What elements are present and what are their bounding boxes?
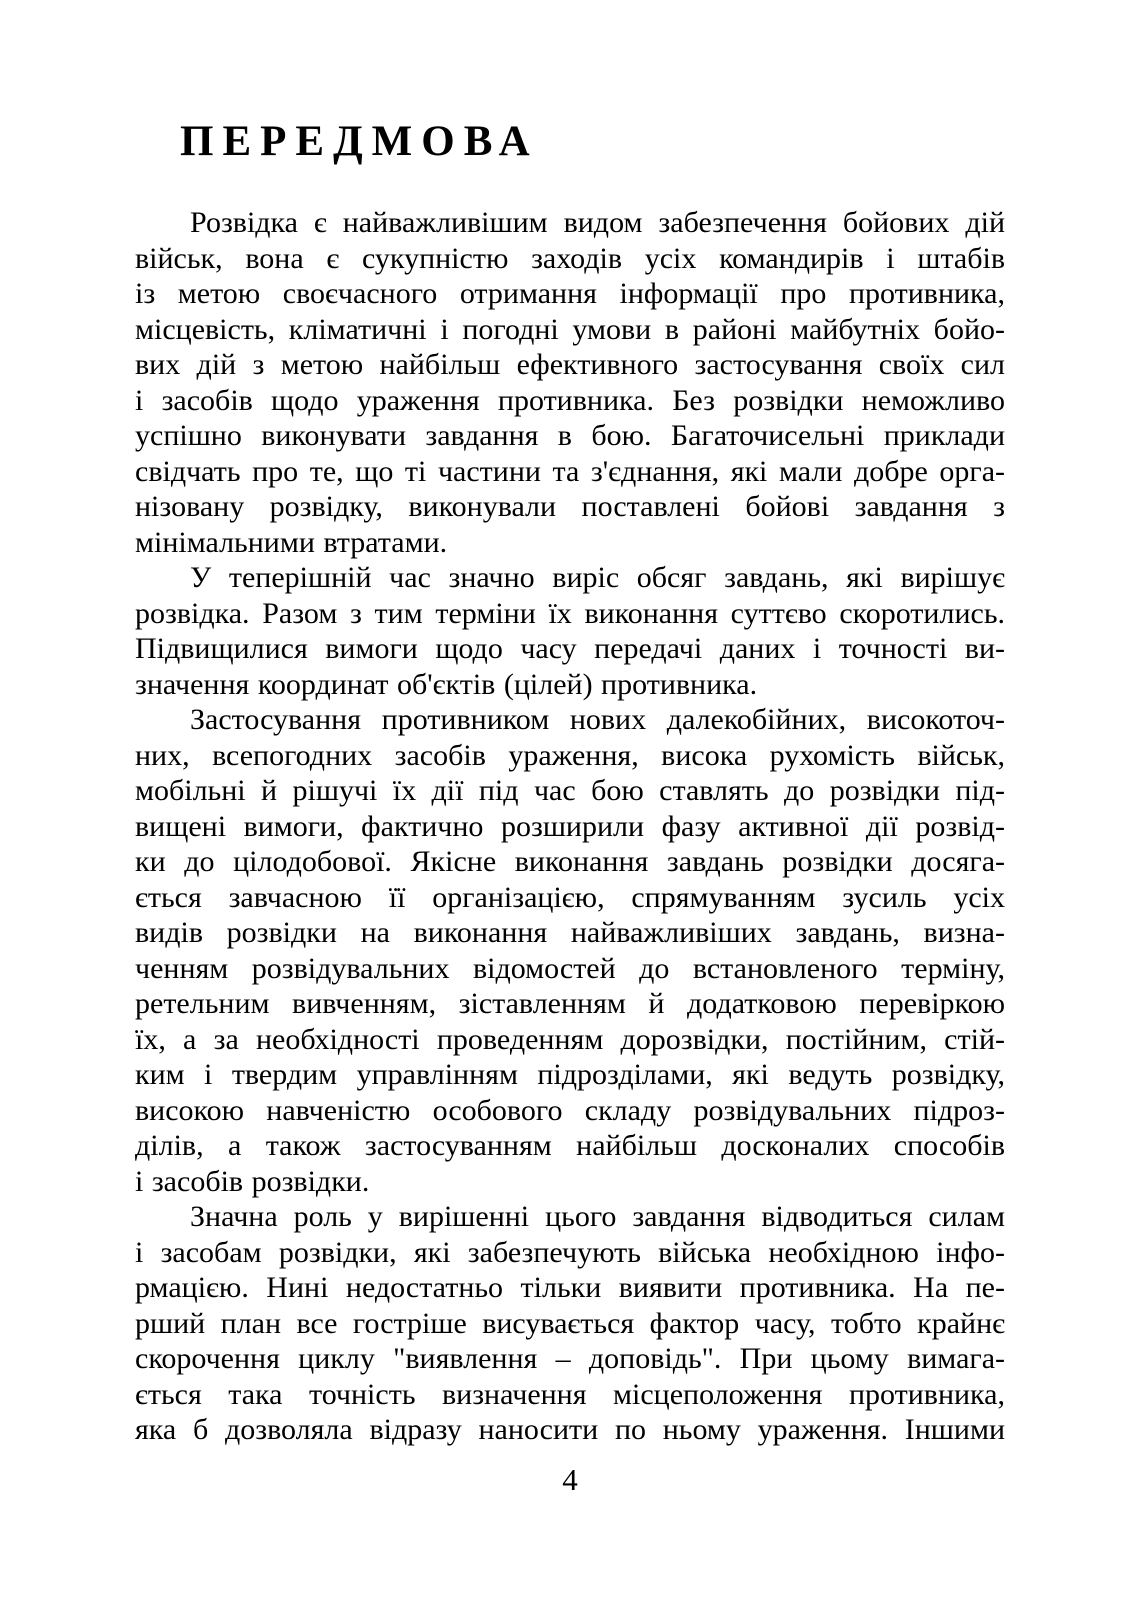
text-line: і засобів розвідки. xyxy=(135,1164,370,1198)
text-line: і засобів щодо ураження противника. Без розвідки неможливо xyxy=(135,383,1005,417)
text-line: Підвищилися вимоги щодо часу передачі даних і точності ви- xyxy=(135,632,1005,666)
text-line: ється завчасною її організацією, спрямуванням зусиль усіх xyxy=(135,880,1005,914)
text-line: із метою своєчасного отримання інформації про противника, xyxy=(135,277,1005,311)
text-line: Розвідка є найважливішим видом забезпечення бойових дій xyxy=(190,206,1005,240)
text-line: рмацією. Нині недостатньо тільки виявити противника. На пе- xyxy=(135,1271,1005,1305)
text-line: військ, вона є сукупністю заходів усіх командирів і штабів xyxy=(135,241,1005,275)
text-block xyxy=(135,205,1005,1448)
text-line: Застосування противником нових далекобійних, високоточ- xyxy=(190,703,1005,737)
paragraph xyxy=(135,560,1005,702)
paragraph xyxy=(135,702,1005,1199)
text-line: вих дій з метою найбільш ефективного застосування своїх сил xyxy=(135,348,1005,382)
text-line: значення координат об'єктів (цілей) противника. xyxy=(135,667,758,701)
page-content xyxy=(135,0,1005,1497)
text-line: Значна роль у вирішенні цього завдання відводиться силам xyxy=(190,1200,1005,1234)
text-line: свідчать про те, що ті частини та з'єднання, які мали добре орга- xyxy=(135,454,1005,488)
text-line: скорочення циклу "виявлення – доповідь". При цьому вимага- xyxy=(135,1342,1005,1376)
text-line: розвідка. Разом з тим терміни їх виконання суттєво скоротились. xyxy=(135,596,1005,630)
text-line: і засобам розвідки, які забезпечують війська необхідною інфо- xyxy=(135,1235,1005,1269)
page-title: ПЕРЕДМОВА xyxy=(180,118,539,165)
text-line: мінімальними втратами. xyxy=(135,525,448,559)
page-number: 4 xyxy=(562,1461,578,1497)
text-line: ченням розвідувальних відомостей до встановленого терміну, xyxy=(135,951,1005,985)
text-line: високою навченістю особового складу розвідувальних підроз- xyxy=(135,1093,1005,1127)
text-line: успішно виконувати завдання в бою. Багаточисельні приклади xyxy=(135,419,1005,453)
text-line: місцевість, кліматичні і погодні умови в районі майбутніх бойо- xyxy=(135,312,1005,346)
paragraph xyxy=(135,205,1005,560)
text-line: ретельним вивченням, зіставленням й додатковою перевіркою xyxy=(135,987,1005,1021)
text-line: У теперішній час значно виріс обсяг завдань, які вирішує xyxy=(190,561,1005,595)
text-line: яка б дозволяла відразу наносити по ньому ураження. Іншими xyxy=(135,1413,1005,1447)
text-line: рший план все гостріше висувається фактор часу, тобто крайнє xyxy=(135,1306,1005,1340)
text-line: мобільні й рішучі їх дії під час бою ставлять до розвідки під- xyxy=(135,774,1005,808)
text-line: вищені вимоги, фактично розширили фазу активної дії розвід- xyxy=(135,809,1005,843)
text-line: них, всепогодних засобів ураження, висока рухомість військ, xyxy=(135,738,1005,772)
text-line: нізовану розвідку, виконували поставлені бойові завдання з xyxy=(135,490,1005,524)
text-line: їх, а за необхідності проведенням дорозвідки, постійним, стій- xyxy=(135,1022,1005,1056)
text-line: ким і твердим управлінням підрозділами, які ведуть розвідку, xyxy=(135,1058,1005,1092)
text-line: видів розвідки на виконання найважливіших завдань, визна- xyxy=(135,916,1005,950)
paragraph xyxy=(135,1199,1005,1448)
text-line: ділів, а також застосуванням найбільш досконалих способів xyxy=(135,1129,1005,1163)
text-line: ки до цілодобової. Якісне виконання завдань розвідки досяга- xyxy=(135,845,1005,879)
text-line: ється така точність визначення місцеположення противника, xyxy=(135,1377,1005,1411)
